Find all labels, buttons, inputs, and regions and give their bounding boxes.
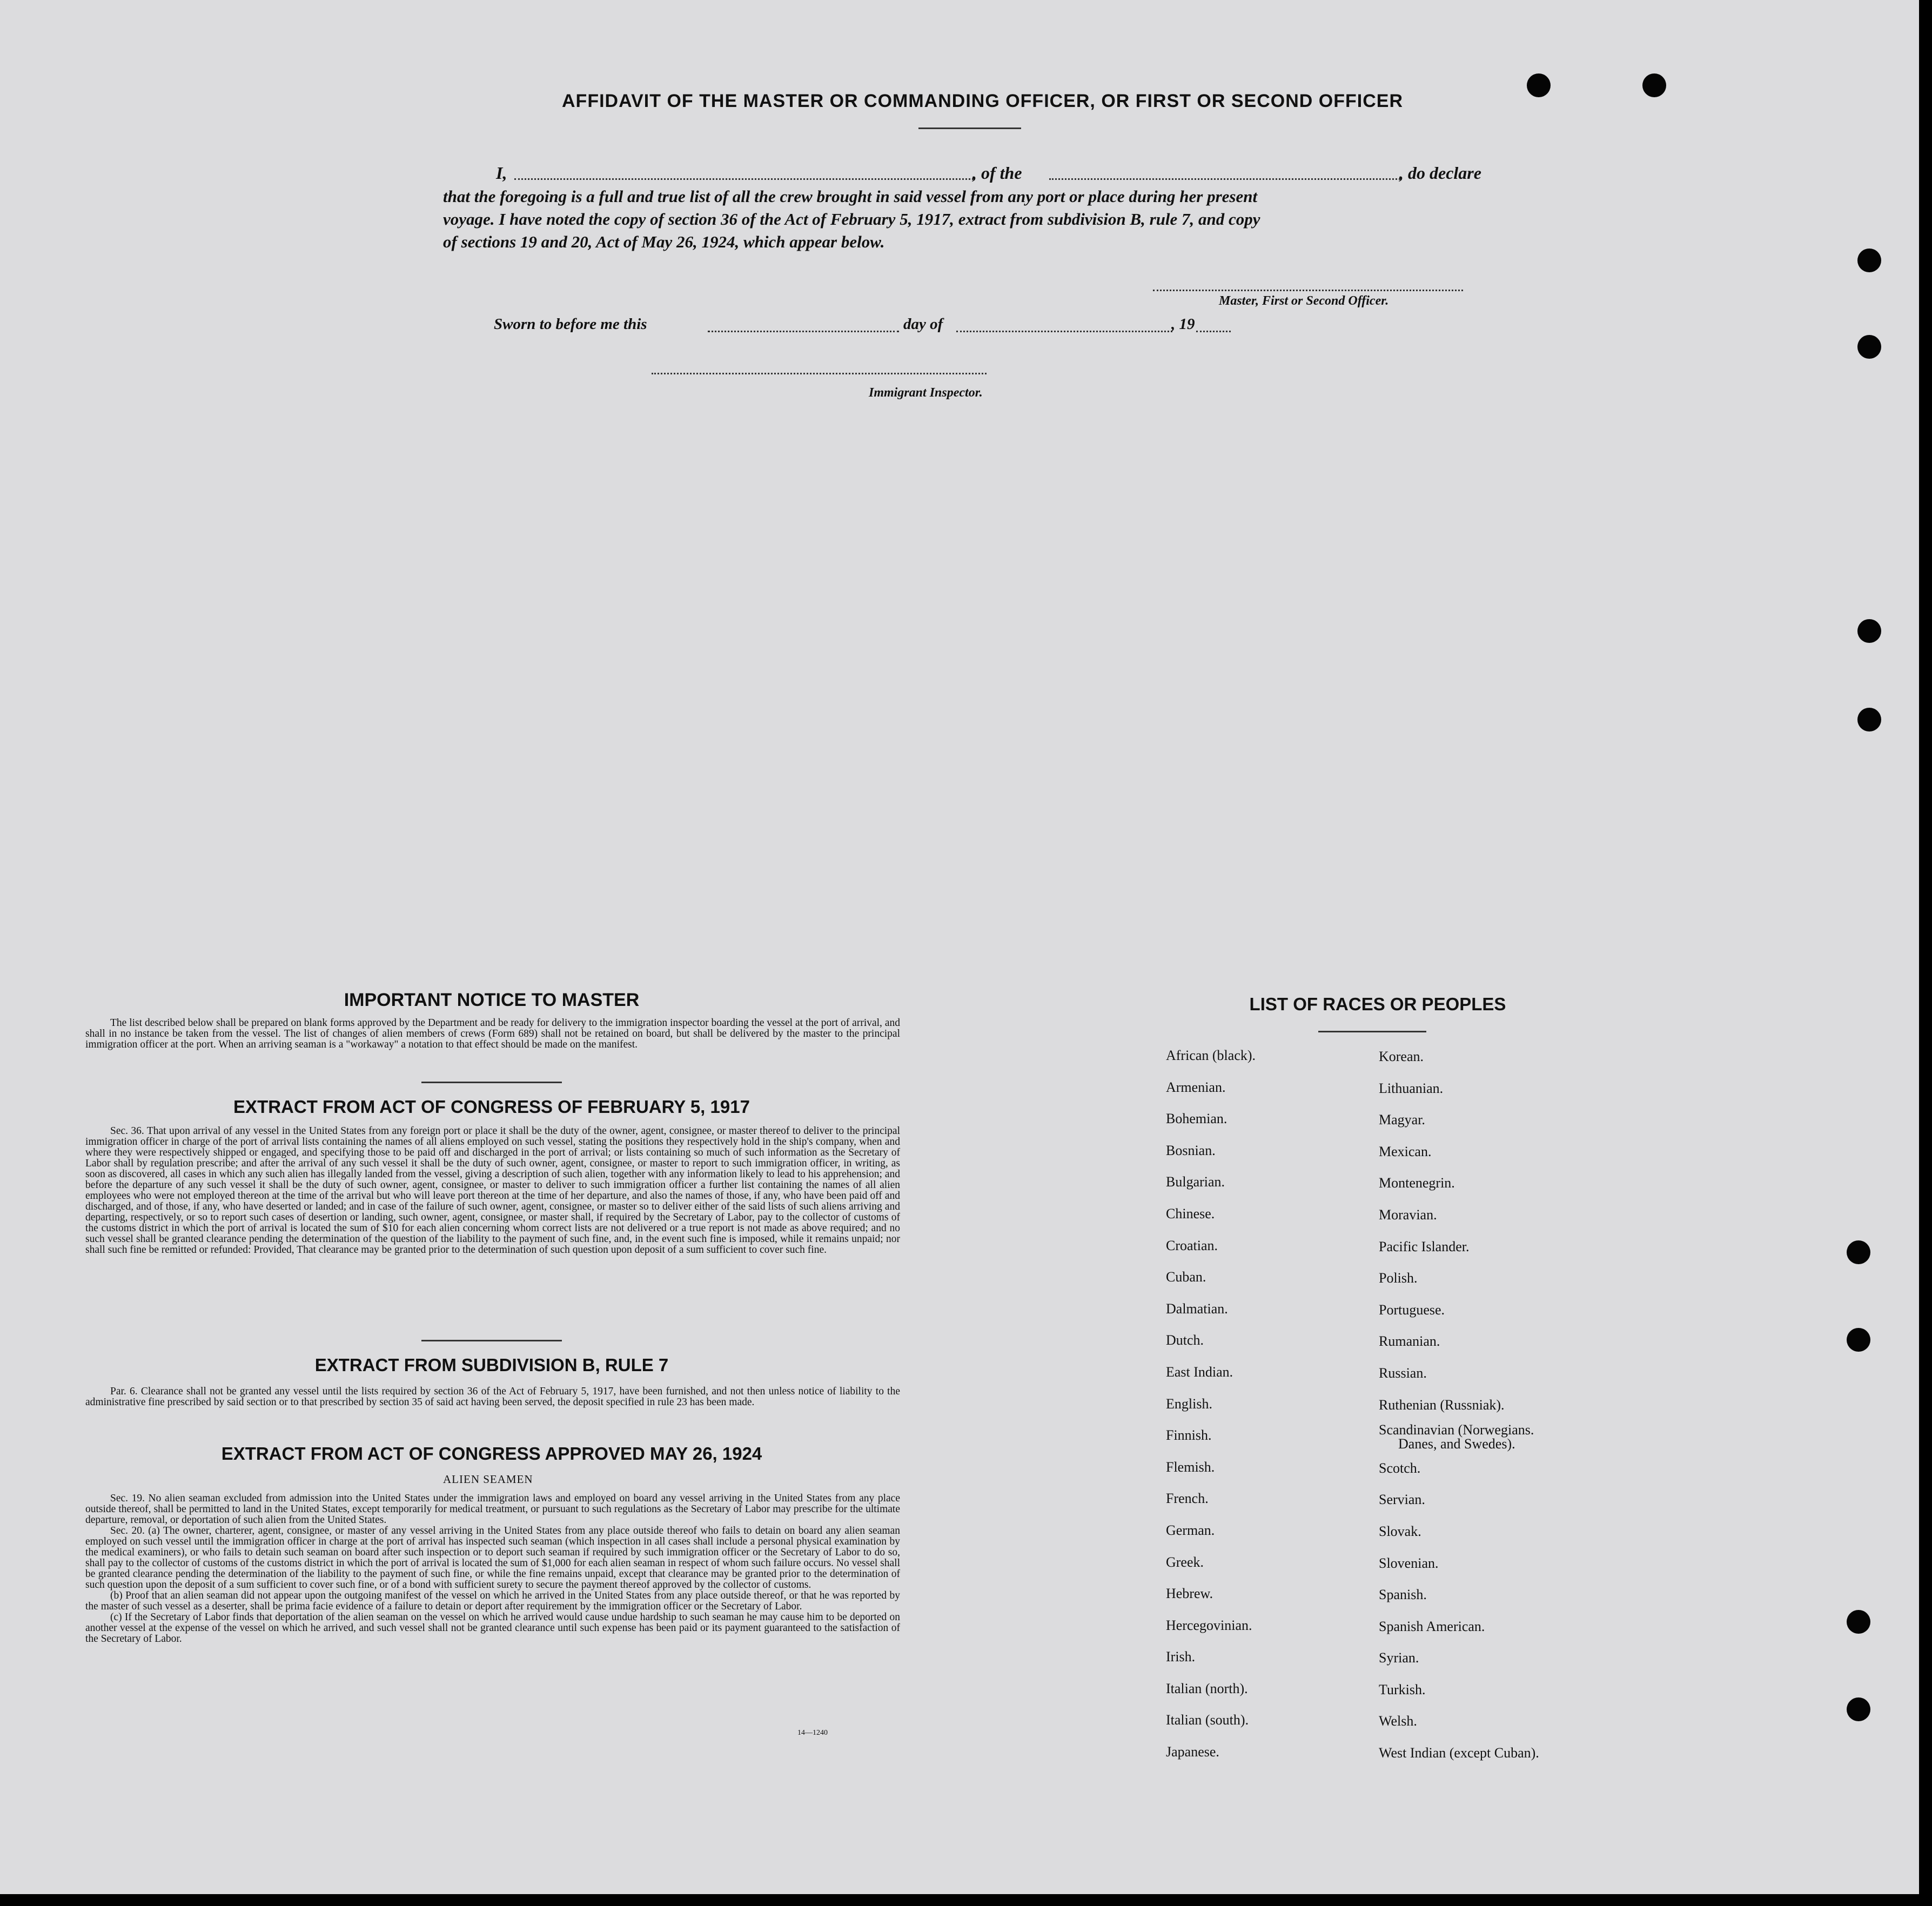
race-item: Hebrew. [1166, 1586, 1213, 1602]
notice-title: IMPORTANT NOTICE TO MASTER [344, 990, 640, 1010]
race-item: Polish. [1379, 1270, 1418, 1286]
day-of-label: day of [903, 316, 943, 333]
race-item: German. [1166, 1522, 1215, 1538]
race-item: English. [1166, 1395, 1212, 1412]
race-item: Pacific Islander. [1379, 1238, 1470, 1254]
punch-hole [1857, 708, 1881, 731]
race-item-scandinavian: Scandinavian (Norwegians. [1379, 1422, 1534, 1438]
sworn-year-blank[interactable] [1196, 331, 1231, 332]
race-item: Hercegovinian. [1166, 1617, 1252, 1633]
punch-hole [1642, 73, 1666, 97]
races-title: LIST OF RACES OR PEOPLES [1249, 994, 1506, 1014]
race-item: Spanish American. [1379, 1618, 1485, 1634]
extract-1924-sec19: Sec. 19. No alien seaman excluded from admission into the United States under the immigration laws and employed on board any vessel arriving in the United States from any place outside thereof, shall be permitted to land in the United States, except temporarily for medical treatment, or pursuant to such regulations as the Secretary of Labor may prescribe for the ultimate departure, removal, or deportation of such alien from the United States. [85, 1493, 900, 1526]
race-item: Italian (north). [1166, 1680, 1248, 1696]
race-item: Syrian. [1379, 1650, 1419, 1666]
race-item: Bohemian. [1166, 1111, 1227, 1127]
race-item: Flemish. [1166, 1459, 1215, 1475]
race-item: Croatian. [1166, 1237, 1218, 1253]
race-item: Mexican. [1379, 1143, 1432, 1159]
extract-1924-block [85, 1493, 900, 1645]
race-item: East Indian. [1166, 1364, 1233, 1380]
race-item: Spanish. [1379, 1587, 1427, 1603]
race-item: Lithuanian. [1379, 1080, 1444, 1096]
affidavit-line-2: that the foregoing is a full and true list of all the crew brought in said vessel from any port or place during her present [443, 187, 1258, 206]
form-number: 14—1240 [797, 1729, 828, 1737]
race-item: Dalmatian. [1166, 1300, 1228, 1317]
sworn-label: Sworn to before me this [494, 316, 647, 333]
races-column-1 [1166, 1040, 1256, 1768]
punch-hole [1847, 1328, 1870, 1352]
affidavit-of-the: , of the [972, 163, 1022, 183]
race-item-scandinavian-cont: Danes, and Swedes). [1398, 1436, 1515, 1452]
race-item: Slovak. [1379, 1523, 1421, 1539]
race-item: Irish. [1166, 1649, 1196, 1665]
race-item: Japanese. [1166, 1744, 1219, 1760]
punch-hole [1847, 1697, 1870, 1721]
race-item: Cuban. [1166, 1269, 1206, 1285]
race-item: Ruthenian (Russniak). [1379, 1397, 1505, 1413]
master-signature-line[interactable] [1153, 290, 1463, 291]
punch-hole [1527, 73, 1551, 97]
sworn-day-blank[interactable] [708, 331, 899, 332]
race-item: Moravian. [1379, 1206, 1437, 1223]
races-column-2 [1379, 1041, 1539, 1769]
race-item: Turkish. [1379, 1681, 1426, 1697]
race-item: Magyar. [1379, 1112, 1425, 1128]
race-item: West Indian (except Cuban). [1379, 1745, 1539, 1761]
extract-1924-sec20b: (b) Proof that an alien seaman did not appear upon the outgoing manifest of the vessel on which he arrived in the United States from any place outside thereof, or that he was reported by the master of such vessel as a deserter, shall be prima facie evidence of a failure to detain or deport after requirement by the immigration officer or the Secretary of Labor. [85, 1590, 900, 1612]
punch-hole [1857, 335, 1881, 359]
affidavit-line-3: voyage. I have noted the copy of section 36 of the Act of February 5, 1917, extract from subdivision B, rule 7, and copy [443, 210, 1260, 229]
extract-rule7-title: EXTRACT FROM SUBDIVISION B, RULE 7 [314, 1355, 669, 1375]
race-item: Montenegrin. [1379, 1175, 1455, 1191]
race-item: Dutch. [1166, 1332, 1204, 1348]
race-item: Italian (south). [1166, 1712, 1249, 1728]
affidavit-do-declare: , do declare [1399, 163, 1481, 183]
extract-1917-title: EXTRACT FROM ACT OF CONGRESS OF FEBRUARY 5, 1917 [233, 1097, 750, 1117]
year-prefix: , 19 [1171, 316, 1195, 333]
section-divider [421, 1082, 562, 1083]
extract-1924-sec20a: Sec. 20. (a) The owner, charterer, agent, consignee, or master of any vessel arriving in the United States from any place outside thereof who fails to detain on board any alien seaman employed on such vessel until the immigration officer in charge at the port of arrival has inspected such seaman (which inspection in all cases shall include a personal physical examination by the medical examiners), or who fails to detain such seaman on board after such inspection or to deport such seaman if required by such immigration officer or the Secretary of Labor to do so, shall pay to the collector of customs of the customs district in which the port of arrival is located the sum of $1,000 for each alien seaman in respect of whom such failure occurs. No vessel shall be granted clearance pending the determination of the liability to the payment of such fine, or while the fine remains unpaid, except that clearance may be granted prior to the determination of such question upon the deposit of a sum sufficient to cover such fine, or of a bond with sufficient surety to secure the payment thereof approved by the collector of customs. [85, 1525, 900, 1590]
race-item: Slovenian. [1379, 1555, 1439, 1571]
race-item: Chinese. [1166, 1205, 1215, 1222]
notice-body-block [85, 1018, 900, 1050]
extract-1924-sec20c: (c) If the Secretary of Labor finds that deportation of the alien seaman on the vessel on which he arrived would cause undue hardship to such seaman he may cause him to be deported on another vessel at the expense of the vessel on which he arrived, and such vessel shall not be granted clearance until such expense has been paid or its payment guaranteed to the satisfaction of the Secretary of Labor. [85, 1612, 900, 1645]
race-item: Korean. [1379, 1049, 1424, 1064]
punch-hole [1857, 619, 1881, 643]
extract-rule7-block [85, 1386, 900, 1408]
race-item: African (black). [1166, 1048, 1256, 1063]
name-blank[interactable] [514, 178, 974, 180]
section-divider [421, 1340, 562, 1341]
affidavit-i-label: I, [496, 163, 507, 183]
extract-1924-subtitle: ALIEN SEAMEN [443, 1473, 533, 1486]
inspector-label: Immigrant Inspector. [869, 386, 983, 400]
race-item: Russian. [1379, 1365, 1427, 1381]
race-item: Bulgarian. [1166, 1174, 1225, 1190]
extract-1917-body: Sec. 36. That upon arrival of any vessel in the United States from any foreign port or place it shall be the duty of the owner, agent, consignee, or master thereof to deliver to the principal immigration officer in charge of the port of arrival lists containing the names of all aliens employed on such vessel, stating the positions they respectively hold in the ship's company, when and where they were respectively shipped or engaged, and specifying those to be paid off and discharged in the port of arrival; or lists containing so much of such information as the Secretary of Labor shall by regulation prescribe; and after the arrival of any such vessel it shall be the duty of such owner, agent, consignee, or master to report to such immigration officer, in writing, as soon as discovered, all cases in which any such alien has illegally landed from the vessel, giving a description of such alien, together with any information likely to lead to his apprehension; and before the departure of any such vessel it shall be the duty of such owner, agent, consignee, or master to deliver to such immigration officer a further list containing the names of all alien employees who were not employed thereon at the time of the arrival but who will leave port thereon at the time of her departure, and also the names of those, if any, who have been paid off and discharged, and of those, if any, who have deserted or landed; and in case of the failure of such owner, agent, consignee, or master so to deliver either of the said lists of such aliens arriving and departing, respectively, or so to report such cases of desertion or landing, such owner, agent, consignee, or master shall, if required by the Secretary of Labor, pay to the collector of customs of the customs district in which the port of arrival is located the sum of $10 for each alien concerning whom correct lists are not delivered or a true report is not made as above required; and no such vessel shall be granted clearance pending the determination of the question of the liability to the payment of such fine, and, in the event such fine is imposed, while it remains unpaid; nor shall such fine be remitted or refunded: Provided, That clearance may be granted prior to the determination of such question upon deposit of a sum sufficient to cover such fine. [85, 1125, 900, 1256]
race-item: Armenian. [1166, 1079, 1226, 1095]
extract-1917-block [85, 1126, 900, 1256]
punch-hole [1857, 249, 1881, 272]
race-item: Welsh. [1379, 1713, 1417, 1729]
race-item: Portuguese. [1379, 1301, 1445, 1318]
affidavit-line-4: of sections 19 and 20, Act of May 26, 1924, which appear below. [443, 232, 885, 251]
extract-rule7-body: Par. 6. Clearance shall not be granted any vessel until the lists required by section 36 of the Act of February 5, 1917, have been furnished, and not then unless notice of liability to the administrative fine prescribed by said section or to that prescribed by section 35 of said act having been served, the deposit specified in rule 23 has been made. [85, 1386, 900, 1408]
races-divider [1318, 1031, 1426, 1032]
race-item: Greek. [1166, 1554, 1204, 1570]
race-item [1379, 1421, 1539, 1453]
race-item: Servian. [1379, 1492, 1425, 1508]
race-item: Bosnian. [1166, 1142, 1216, 1158]
race-item: Scotch. [1379, 1460, 1421, 1476]
punch-hole [1847, 1240, 1870, 1264]
affidavit-title: AFFIDAVIT OF THE MASTER OR COMMANDING OFFICER, OR FIRST OR SECOND OFFICER [562, 91, 1403, 111]
punch-hole [1847, 1610, 1870, 1634]
title-divider [918, 127, 1021, 129]
extract-1924-title: EXTRACT FROM ACT OF CONGRESS APPROVED MAY 26, 1924 [221, 1444, 762, 1464]
inspector-signature-line[interactable] [652, 373, 987, 374]
race-item: French. [1166, 1491, 1209, 1507]
master-signature-label: Master, First or Second Officer. [1219, 294, 1389, 308]
notice-body: The list described below shall be prepared on blank forms approved by the Department and be ready for delivery to the immigration inspector boarding the vessel at the port of arrival, and shall in no instance be taken from the vessel. The list of changes of alien members of crews (Form 689) shall not be retained on board, but shall be delivered by the master to the principal immigration officer at the port. When an arriving seaman is a "workaway" a notation to that effect should be made on the manifest. [85, 1017, 900, 1050]
race-item: Rumanian. [1379, 1333, 1440, 1350]
vessel-blank[interactable] [1049, 178, 1400, 180]
sworn-month-blank[interactable] [956, 331, 1172, 332]
race-item: Finnish. [1166, 1427, 1212, 1444]
